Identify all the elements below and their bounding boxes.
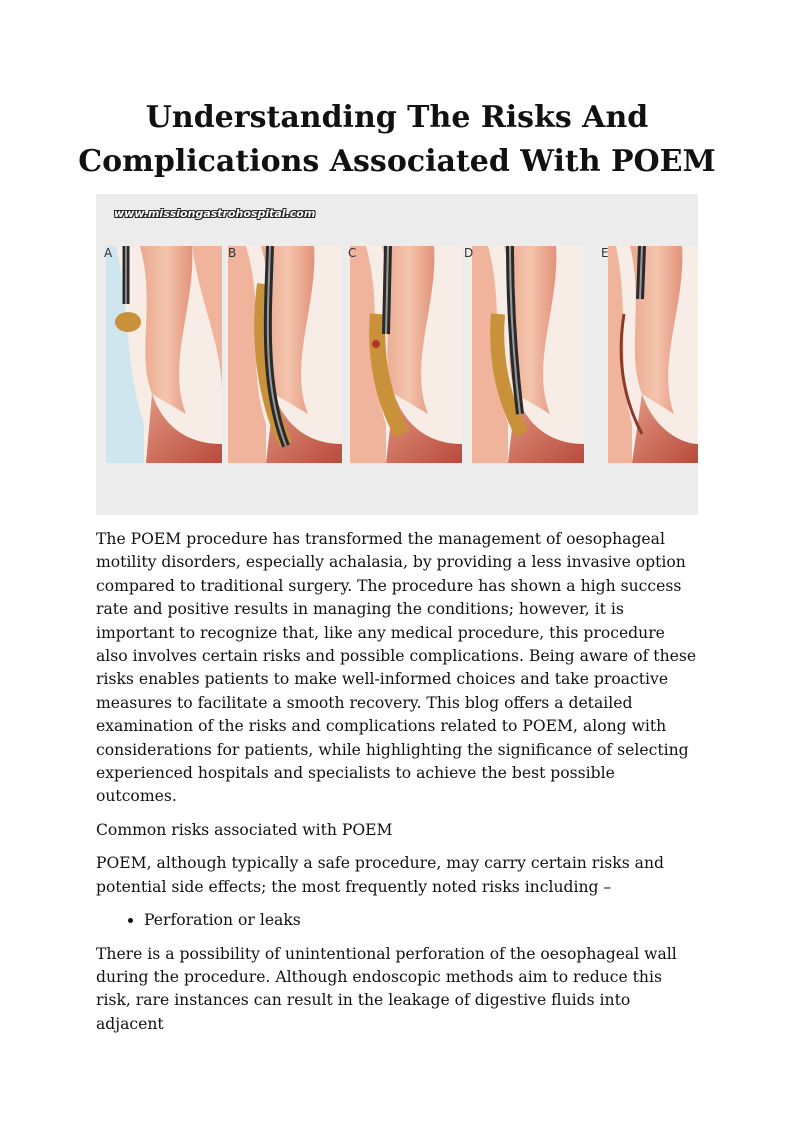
watermark-url: www.missiongastrohospital.com <box>114 207 316 220</box>
panel-e <box>608 246 698 463</box>
panel-label-d: D <box>464 246 474 260</box>
illustration-panels <box>96 194 698 515</box>
panel-a <box>106 246 222 463</box>
risks-intro-paragraph: POEM, although typically a safe procedure, may carry certain risks and potential side effects; the most frequently noted risks including – <box>96 854 664 896</box>
perforation-paragraph: There is a possibility of unintentional perforation of the oesophageal wall during the procedure. Although endoscopic methods aim to reduce this risk, rare instances can result in the leakage of digestive fluids into adjacent <box>96 944 677 1033</box>
panel-b <box>228 246 342 463</box>
panel-label-e: E <box>601 246 609 260</box>
panel-label-a: A <box>104 246 113 260</box>
panel-d <box>472 246 584 463</box>
page-title: Understanding The Risks And Complications Associated With POEM <box>78 100 716 179</box>
panel-label-b: B <box>228 246 237 260</box>
poem-procedure-illustration <box>96 194 698 515</box>
section-subheading: Common risks associated with POEM <box>96 820 393 839</box>
article-body <box>96 528 700 1046</box>
intro-paragraph: The POEM procedure has transformed the management of oesophageal motility disorders, especially achalasia, by providing a less invasive option compared to traditional surgery. The procedure has shown a high success rate and positive results in managing the conditions; however, it is important to recognize that, like any medical procedure, this procedure also involves certain risks and possible complications. Being aware of these risks enables patients to make well-informed choices and take proactive measures to facilitate a smooth recovery. This blog offers a detailed examination of the risks and complications related to POEM, along with considerations for patients, while highlighting the significance of selecting experienced hospitals and specialists to achieve the best possible outcomes. <box>96 530 697 806</box>
panel-label-c: C <box>348 246 357 260</box>
panel-c <box>350 246 462 463</box>
risk-item-perforation: • Perforation or leaks <box>144 909 700 932</box>
risk-list <box>96 909 700 932</box>
